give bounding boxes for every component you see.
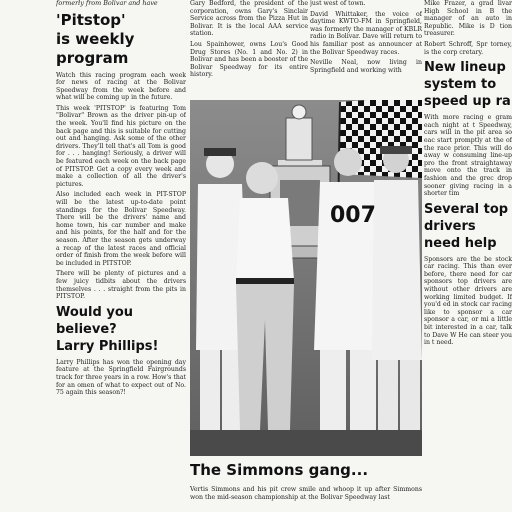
lineup-headline-line-3: speed up ra [424, 94, 511, 110]
larry-phillips-headline [56, 304, 186, 355]
pitstop-headline [56, 11, 186, 68]
col1-paragraph-4: There will be plenty of pictures and a few juicy tidbits about the drivers themselves . . . straight from the pits in PITSTOP. [56, 270, 186, 301]
pitstop-headline-line-1: 'Pitstop' [56, 10, 126, 29]
lineup-headline [424, 59, 512, 110]
lineup-headline-line-1: New lineup [424, 60, 506, 76]
sponsors-paragraph: Sponsors are the be stock car racing. This than ever before, there need for car sponsors top drivers are without other drivers are working limited budget. If you'd ed in stock car racing like to sponsor a car sponsor a car, or mi a little bit interested in a car, talk to Dave W He can steer you in t need. [424, 255, 512, 347]
larry-headline-line-1: Would you [56, 304, 134, 320]
col3-top-line: just west of town. [310, 0, 366, 7]
column-2 [190, 0, 308, 100]
sponsors-headline [424, 201, 512, 252]
col1-paragraph-1: Watch this racing program each week for news of racing at the Bolivar Speedway from the week before and what will be coming up in the future. [56, 71, 186, 102]
column-1 [56, 0, 186, 512]
col1-top-line: formerly from Bolivar and have [56, 0, 158, 7]
sponsors-headline-line-3: need help [424, 235, 497, 251]
column-4 [424, 0, 512, 512]
col2-paragraph-1: Gary Bedford, the president of the corporation, owns Gary's Sinclair Service across from the Pizza Hut in Bolivar. It is the local AAA service station. [190, 0, 308, 38]
pitstop-headline-line-3: program [56, 48, 129, 67]
col4-paragraph-1: Mike Frazer, a grad livar High School in B the manager of an auto in Republic. Mike is D tion treasurer. [424, 0, 512, 38]
sponsors-headline-line-1: Several top [424, 201, 509, 217]
larry-paragraph: Larry Phillips has won the opening day feature at the Springfield Fairgrounds track for three years in a row. How's that for an omen of what to expect out of No. 75 again this season?! [56, 358, 186, 397]
col3-paragraph-1: David Whittaker, the voice of daytime KWTO-FM in Springfield, was formerly the manager of KBLR radio in Bolivar. Dave will return to his familiar post as announcer at the Bolivar Speedway races. [310, 10, 422, 56]
pitstop-headline-line-2: is weekly [56, 29, 135, 48]
larry-headline-line-3: Larry Phillips! [56, 338, 159, 354]
sponsors-headline-line-2: drivers [424, 218, 476, 234]
simmons-photo [190, 100, 422, 456]
col1-paragraph-3: Also included each week in PIT-STOP will be the latest up-to-date point standings for the Bolivar Speedway. There will be the drivers' name and home town, his car number and make and his points, for the half and for the season. After the season gets underway a recap of the latest races and official order of finish from the week before will be included in PITSTOP. [56, 191, 186, 267]
col3-paragraph-2: Neville Neal, now living in Springfield and working with [310, 59, 422, 74]
larry-headline-line-2: believe? [56, 321, 117, 337]
lineup-headline-line-2: system to [424, 77, 497, 93]
col4-paragraph-2: Robert Schroff, Spr torney, is the corp cretary. [424, 40, 512, 56]
simmons-headline: The Simmons gang... [190, 461, 369, 479]
simmons-caption: Vertis Simmons and his pit crew smile and whoop it up after Simmons won the mid-season championship at the Bolivar Speedway last [190, 486, 422, 501]
car-number-007: 007 [330, 203, 376, 228]
col1-paragraph-2: This week 'PITSTOP' is featuring Tom "Bolivar" Brown as the driver pin-up of the week. You'll find his picture on the back page and this is suitable for cutting out and hanging. Ask some of the other drivers. They'll tell that's all Tom is good for . . . hanging! Seriously, a driver will be featured each week on the back page of PITSTOP. Get a copy every week and make a collection of all the driver's pictures. [56, 104, 186, 188]
col2-paragraph-2: Lou Spainhower, owns Lou's Good Drug Stores (No. 1 and No. 2) in Bolivar and has been a booster of the Bolivar Speedway for its entire history. [190, 40, 308, 79]
column-3 [310, 0, 422, 100]
lineup-paragraph: With more racing e gram each night at t Speedway, cars will in the pit area so eac start promptly at the of the race prior. This will do away w consuming line-up pro the front straightaway move onto the track in fashion and the grec drop sooner giving racing in a shorter tim [424, 114, 512, 198]
photo-illustration [190, 100, 422, 456]
